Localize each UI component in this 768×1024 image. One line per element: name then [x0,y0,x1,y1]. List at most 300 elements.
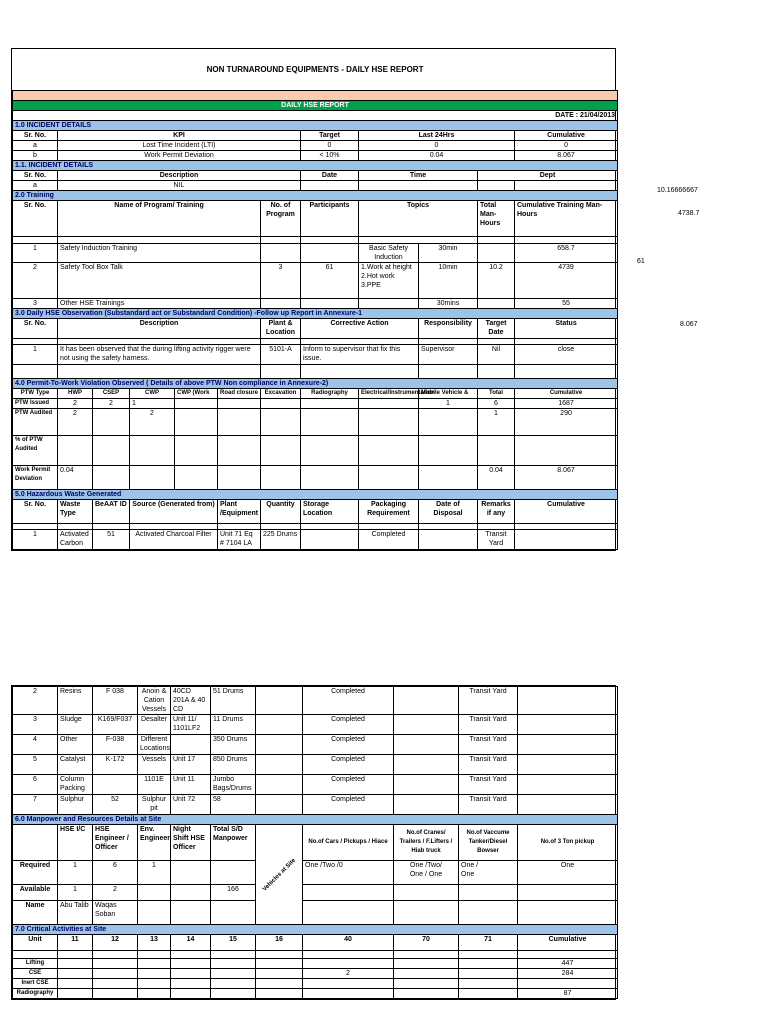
col-header: No.of Cranes/ Trailers / F.Lifters / Hiab truck [394,825,459,861]
cell: PTW Issued [13,398,58,408]
cell: Lost Time Incident (LTI) [58,140,301,150]
cell: Completed [303,715,394,735]
cell [261,243,301,262]
cell: Safety Tool Box Talk [58,262,261,298]
cell [261,298,301,308]
side-value: 4738.7 [678,210,700,217]
cell [518,755,618,775]
cell: Anoin & Cation Vessels [138,687,171,715]
table-row [13,969,618,979]
table-row [13,529,618,549]
cell [301,180,359,190]
cell: Completed [303,775,394,795]
cell: Activated Carbon [58,529,93,549]
cell [518,687,618,715]
cell: 0 [359,140,515,150]
cell: a [13,140,58,150]
cell: 6 [93,861,138,885]
col-header: Date [301,170,359,180]
cell: 2 [58,408,93,435]
col-header: Mobile Vehicle & [419,388,478,398]
col-header: 16 [256,935,303,951]
cell: Abu Talib [58,901,93,925]
cell [211,959,256,969]
cell: Name [13,901,58,925]
col-header: 15 [211,935,256,951]
cell: 1 [130,398,175,408]
cell [211,989,256,999]
cell [518,735,618,755]
col-header: BeAAT ID [93,499,130,523]
side-value: 61 [637,258,645,265]
cell [394,735,459,755]
cell: Completed [303,795,394,815]
cell: Sulphur [58,795,93,815]
col-header: Total [478,388,515,398]
cell [478,298,515,308]
cell: Jumbo Bags/Drums [211,775,256,795]
col-header: PTW Type [13,388,58,398]
cell [93,775,138,795]
cell: Lifting [13,959,58,969]
cell [256,735,303,755]
cell: 5 [13,755,58,775]
cell [211,969,256,979]
table-row [13,344,618,364]
cell [459,959,518,969]
table-row [13,885,618,901]
cell [256,979,303,989]
col-header: CSEP [93,388,130,398]
table-row [13,735,618,755]
cell [359,180,478,190]
cell: Radiography [13,989,58,999]
cell: Desalter [138,715,171,735]
cell: 11 Drums [211,715,256,735]
cell: F-038 [93,735,138,755]
cell: Transit Yard [478,529,515,549]
cell [171,735,211,755]
cell: Unit 71 Eq # 7104 LA [218,529,261,549]
cell: 290 [515,408,618,435]
col-header: Remarks if any [478,499,515,523]
section-training: 2.0 Training [13,190,618,200]
cell: Transit Yard [459,687,518,715]
side-value: 10.16666667 [657,187,698,194]
cell: < 10% [301,150,359,160]
cell: b [13,150,58,160]
cell: Inert CSE [13,979,58,989]
cell: Activated Charcoal Filter [130,529,218,549]
cell: 6 [478,398,515,408]
table-row [13,861,618,885]
section-hazardous-waste: 5.0 Hazardous Waste Generated [13,489,618,499]
col-header: Road closure [218,388,261,398]
cell: 30min [419,243,478,262]
cell [394,687,459,715]
cell: Completed [303,735,394,755]
table-row [13,795,618,815]
col-header: Sr. No. [13,130,58,140]
col-header: 71 [459,935,518,951]
col-header: No. of Program [261,200,301,236]
cell [138,969,171,979]
cell: 0.04 [478,465,515,489]
cell: Column Packing [58,775,93,795]
table-row [13,959,618,969]
cell: K169/F037 [93,715,138,735]
section-incident-details-1-1: 1.1. INCIDENT DETAILS [13,160,618,170]
cell [394,755,459,775]
cell [58,959,93,969]
cell: 52 [93,795,138,815]
cell: Unit 11/ 1101LF2 [171,715,211,735]
cell: Required [13,861,58,885]
col-header: 40 [303,935,394,951]
col-header: Target Date [478,318,515,338]
cell [459,969,518,979]
cell: 6 [13,775,58,795]
cell: Transit Yard [459,775,518,795]
cell [515,180,618,190]
cell: % of PTW Audited [13,435,58,465]
table-row [13,262,618,298]
cell: 2 [93,885,138,901]
cell: 2 [13,262,58,298]
cell: 61 [301,262,359,298]
cell: Available [13,885,58,901]
col-header: Last 24Hrs [359,130,515,140]
cell: 10min [419,262,478,298]
col-header: Excavation [261,388,301,398]
cell: 10.2 [478,262,515,298]
cell [58,979,93,989]
cell [518,775,618,795]
cell: 166 [211,885,256,901]
cell [394,715,459,735]
cell: Inform to supervisor that fix this issue. [301,344,419,364]
cell: Waqas Soban [93,901,138,925]
cell [256,775,303,795]
cell [93,959,138,969]
cell [394,795,459,815]
report-banner: DAILY HSE REPORT [13,100,618,110]
cell: Different Locations [138,735,171,755]
cell: 0 [515,140,618,150]
cell: 447 [518,959,618,969]
cell: 0.04 [58,465,93,489]
cell: One / One [459,861,518,885]
cell: a [13,180,58,190]
table-row [13,979,618,989]
col-header: 11 [58,935,93,951]
cell: CSE [13,969,58,979]
cell: Transit Yard [459,735,518,755]
col-header: Night Shift HSE Officer [171,825,211,861]
report-title: NON TURNAROUND EQUIPMENTS - DAILY HSE REPORT [206,64,424,74]
cell: 55 [515,298,618,308]
table-row [13,150,618,160]
col-header: 13 [138,935,171,951]
section-hse-observation: 3.0 Daily HSE Observation (Substandard act or Substandard Condition) -Follow up Report in Annexure-1 [13,308,618,318]
col-header: Cumulative [515,130,618,140]
cell: Sulphur pit [138,795,171,815]
cell [478,243,515,262]
cell [518,795,618,815]
cell [256,989,303,999]
cell: Work Permit Deviation [58,150,301,160]
col-header: Topics [359,200,478,236]
cell: Basic Safety Induction [359,243,419,262]
col-header: Dept [478,170,618,180]
table-row [13,435,618,465]
cell: 1 [58,861,93,885]
col-header: Cumulative [515,499,618,523]
col-header: 12 [93,935,138,951]
table-row [13,465,618,489]
col-header: Cumulative Training Man-Hours [515,200,618,236]
cell [58,989,93,999]
col-header: Source (Generated from) [130,499,218,523]
cell: Unit 72 [171,795,211,815]
cell: Unit 11 [171,775,211,795]
cell: 8.067 [515,150,618,160]
cell: NIL [58,180,301,190]
cell [394,775,459,795]
col-header: Plant & Location [261,318,301,338]
cell [459,979,518,989]
cell [171,969,211,979]
cell: 850 Drums [211,755,256,775]
cell [256,969,303,979]
col-header: No.of Vaccume Tanker/Diesel Bowser [459,825,518,861]
table-row [13,715,618,735]
col-header: Total S/D Manpower [211,825,256,861]
cell [256,687,303,715]
report-block-1 [11,48,616,551]
cell: 1 [13,344,58,364]
cell: 3 [13,715,58,735]
vehicles-at-site-label: Vehicles at Site [256,825,303,925]
col-header: Total Man-Hours [478,200,515,236]
col-header: Sr. No. [13,200,58,236]
col-header: Sr. No. [13,318,58,338]
cell: 1 [13,529,58,549]
cell: Transit Yard [459,795,518,815]
cell: 51 Drums [211,687,256,715]
cell: 350 Drums [211,735,256,755]
cell [211,979,256,989]
cell: K-172 [93,755,138,775]
table-row [13,243,618,262]
cell: 8.067 [515,465,618,489]
cell: 58 [211,795,256,815]
cell: 225 Drums [261,529,301,549]
cell: Nil [478,344,515,364]
cell: 1101E [138,775,171,795]
cell: 284 [518,969,618,979]
cell: One [518,861,618,885]
cell [518,979,618,989]
cell: close [515,344,618,364]
cell [58,969,93,979]
col-header: Cumulative [518,935,618,951]
table-row [13,755,618,775]
cell [256,715,303,735]
cell: 0 [301,140,359,150]
cell: 2 [13,687,58,715]
col-header: Sr. No. [13,170,58,180]
col-header: CWP (Work [175,388,218,398]
cell: Unit 17 [171,755,211,775]
cell: 1 [13,243,58,262]
section-ptw-violation: 4.0 Permit-To-Work Violation Observed ( Details of above PTW Non compliance in Annexure-2) [13,378,618,388]
col-header: Participants [301,200,359,236]
cell [93,989,138,999]
report-table-2 [12,686,618,999]
col-header: Packaging Requirement [359,499,419,523]
col-header: No.of Cars / Pickups / Hiace [303,825,394,861]
peach-band [13,90,618,100]
report-block-2 [11,685,616,1000]
cell: 87 [518,989,618,999]
cell: 1 [419,398,478,408]
report-table-1 [12,49,618,550]
cell [301,243,359,262]
table-row [13,408,618,435]
cell: Completed [359,529,419,549]
col-header: Responsibility [419,318,478,338]
cell: Catalyst [58,755,93,775]
cell: One /Two /0 [303,861,394,885]
col-header: Waste Type [58,499,93,523]
col-header: HSE Engineer / Officer [93,825,138,861]
col-header: CWP [130,388,175,398]
cell [394,959,459,969]
col-header: Quantity [261,499,301,523]
table-row [13,140,618,150]
cell: 3 [13,298,58,308]
cell: Supervisor [419,344,478,364]
cell: 2 [303,969,394,979]
col-header: Sr. No. [13,499,58,523]
cell [394,979,459,989]
col-header: Description [58,170,301,180]
cell: 5101-A [261,344,301,364]
col-header: Corrective Action [301,318,419,338]
cell [171,979,211,989]
cell: Work Permit Deviation [13,465,58,489]
col-header: 14 [171,935,211,951]
section-critical-activities: 7.0 Critical Activities at Site [13,925,618,935]
col-header: Env. Engineer [138,825,171,861]
cell: 51 [93,529,130,549]
cell [93,979,138,989]
cell: It has been observed that the during lifting activity rigger were not using the safety harness. [58,344,261,364]
cell: Transit Yard [459,755,518,775]
section-manpower: 6.0 Manpower and Resources Details at Site [13,815,618,825]
cell [138,989,171,999]
cell: Other [58,735,93,755]
cell [459,989,518,999]
col-header: KPI [58,130,301,140]
report-date: DATE : 21/04/2013 [13,110,618,120]
col-header: Date of Disposal [419,499,478,523]
table-row [13,989,618,999]
col-header: HWP [58,388,93,398]
col-header: Unit [13,935,58,951]
cell: 0.04 [359,150,515,160]
col-header: Target [301,130,359,140]
col-header: Time [359,170,478,180]
side-value: 8.067 [680,321,698,328]
cell [256,795,303,815]
col-header: Description [58,318,261,338]
cell: 2 [130,408,175,435]
cell: 658.7 [515,243,618,262]
table-row [13,398,618,408]
col-header: Storage Location [301,499,359,523]
section-incident-details: 1.0 INCIDENT DETAILS [13,120,618,130]
col-header: 70 [394,935,459,951]
cell [303,959,394,969]
cell: Completed [303,755,394,775]
cell: F 038 [93,687,138,715]
cell: Safety Induction Training [58,243,261,262]
cell: 3 [261,262,301,298]
col-header: No.of 3 Ton pickup [518,825,618,861]
table-row [13,298,618,308]
col-header: Radiography [301,388,359,398]
col-header: Electrical/Instrumentation [359,388,419,398]
cell: PTW Audited [13,408,58,435]
cell: Transit Yard [459,715,518,735]
col-header: Cumulative [515,388,618,398]
cell [138,959,171,969]
cell: 2 [93,398,130,408]
col-header: Status [515,318,618,338]
cell: Sludge [58,715,93,735]
cell [394,969,459,979]
cell [478,180,515,190]
cell: 1.Work at height 2.Hot work 3.PPE [359,262,419,298]
cell [359,298,419,308]
cell: 4739 [515,262,618,298]
table-row [13,687,618,715]
cell: Resins [58,687,93,715]
cell [171,959,211,969]
cell: 1687 [515,398,618,408]
cell [256,755,303,775]
cell [301,298,359,308]
cell: One /Two/ One / One [394,861,459,885]
cell: 40CD 201A & 40 CD [171,687,211,715]
cell [256,959,303,969]
cell [171,989,211,999]
col-header [13,825,58,861]
cell [93,969,138,979]
cell: 2 [58,398,93,408]
table-row [13,775,618,795]
cell [303,979,394,989]
col-header: Plant /Equipment [218,499,261,523]
table-row [13,901,618,925]
cell [303,989,394,999]
cell: 1 [58,885,93,901]
cell: 7 [13,795,58,815]
col-header: HSE I/C [58,825,93,861]
cell: Other HSE Trainings [58,298,261,308]
